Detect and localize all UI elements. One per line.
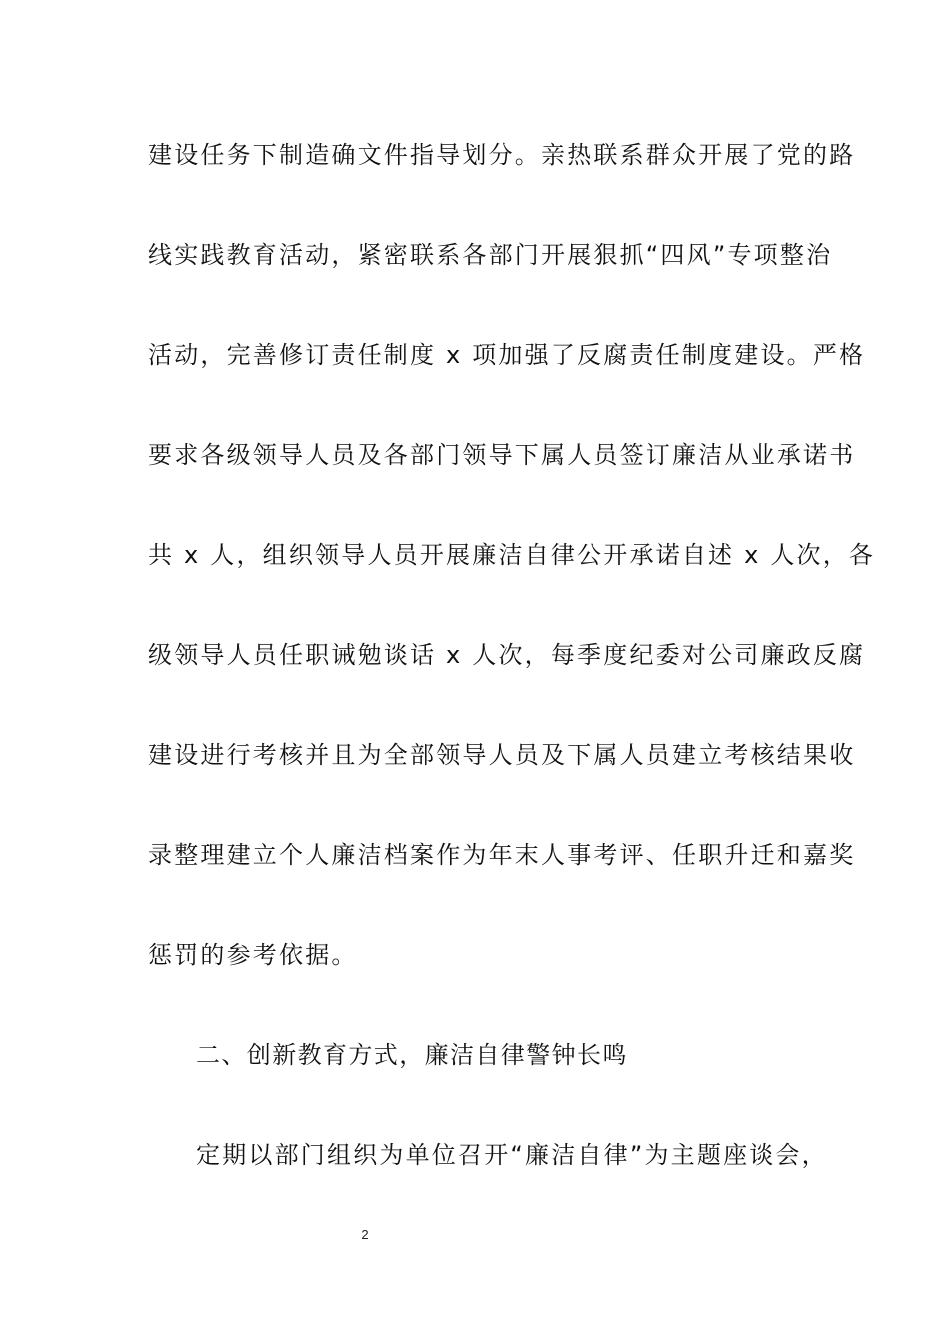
paragraph-line-3: 活动，完善修订责任制度 x 项加强了反腐责任制度建设。严格 <box>148 341 866 369</box>
paragraph-line-8: 录整理建立个人廉洁档案作为年末人事考评、任职升迁和嘉奖 <box>148 841 856 869</box>
paragraph-line-2: 线实践教育活动，紧密联系各部门开展狠抓“四风”专项整治 <box>148 241 833 269</box>
paragraph2-line-1: 定期以部门组织为单位召开“廉洁自律”为主题座谈会， <box>196 1141 828 1169</box>
paragraph-line-1: 建设任务下制造确文件指导划分。亲热联系群众开展了党的路 <box>148 141 856 169</box>
paragraph-line-9: 惩罚的参考依据。 <box>148 941 358 969</box>
paragraph-line-7: 建设进行考核并且为全部领导人员及下属人员建立考核结果收 <box>148 741 856 769</box>
section-heading: 二、创新教育方式，廉洁自律警钟长鸣 <box>196 1041 628 1069</box>
paragraph-line-4: 要求各级领导人员及各部门领导下属人员签订廉洁从业承诺书 <box>148 441 856 469</box>
paragraph-line-6: 级领导人员任职诫勉谈话 x 人次，每季度纪委对公司廉政反腐 <box>148 641 866 669</box>
paragraph-line-5: 共 x 人，组织领导人员开展廉洁自律公开承诺自述 x 人次，各 <box>148 541 876 569</box>
page-number: 2 <box>361 1227 369 1242</box>
